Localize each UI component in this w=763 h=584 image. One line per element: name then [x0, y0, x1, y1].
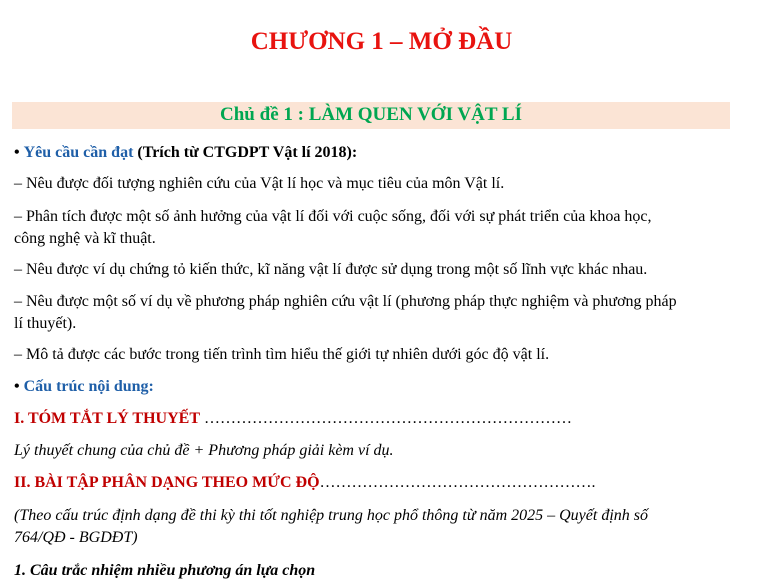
requirements-heading-line	[14, 142, 357, 164]
bullet: •	[14, 144, 20, 161]
requirements-source: (Trích từ CTGDPT Vật lí 2018):	[133, 144, 358, 161]
bullet: •	[14, 378, 20, 395]
chapter-title: CHƯƠNG 1 – MỞ ĐẦU	[250, 28, 513, 55]
section1-dots: ……………………………………………………………	[199, 410, 572, 427]
requirement-item: – Nêu được một số ví dụ về phương pháp nghiên cứu vật lí (phương pháp thực nghiệm và phương pháp	[14, 293, 677, 310]
requirement-item: – Nêu được đối tượng nghiên cứu của Vật lí học và mục tiêu của môn Vật lí.	[14, 175, 505, 192]
requirements-heading: Yêu cầu cần đạt	[23, 144, 134, 161]
section1-description: Lý thuyết chung của chủ đề + Phương pháp giải kèm ví dụ.	[14, 442, 394, 459]
subsection1-title: 1. Câu trắc nhiệm nhiều phương án lựa chọn	[14, 562, 316, 579]
section2-dots: …………………………………………….	[319, 474, 596, 491]
section2-title: II. BÀI TẬP PHÂN DẠNG THEO MỨC ĐỘ	[14, 474, 320, 491]
structure-heading-line	[14, 376, 154, 398]
requirement-item: – Nêu được ví dụ chứng tỏ kiến thức, kĩ năng vật lí được sử dụng trong một số lĩnh vực khác nhau.	[14, 261, 648, 278]
section2-line	[14, 472, 596, 494]
section1-title: I. TÓM TẮT LÝ THUYẾT	[14, 410, 200, 427]
requirement-item-continuation: lí thuyết).	[14, 315, 77, 332]
structure-heading: Cấu trúc nội dung:	[23, 378, 154, 395]
topic-title: Chủ đề 1 : LÀM QUEN VỚI VẬT LÍ	[220, 104, 522, 125]
section1-line	[14, 408, 572, 430]
section2-note: (Theo cấu trúc định dạng đề thi kỳ thi tốt nghiệp trung học phổ thông từ năm 2025 – Quyết định số	[14, 507, 648, 524]
requirement-item: – Mô tả được các bước trong tiến trình tìm hiểu thế giới tự nhiên dưới góc độ vật lí.	[14, 346, 550, 363]
requirement-item: – Phân tích được một số ảnh hưởng của vật lí đối với cuộc sống, đối với sự phát triển của khoa học,	[14, 208, 652, 225]
requirement-item-continuation: công nghệ và kĩ thuật.	[14, 230, 156, 247]
section2-note-continuation: 764/QĐ - BGDĐT)	[14, 529, 138, 546]
